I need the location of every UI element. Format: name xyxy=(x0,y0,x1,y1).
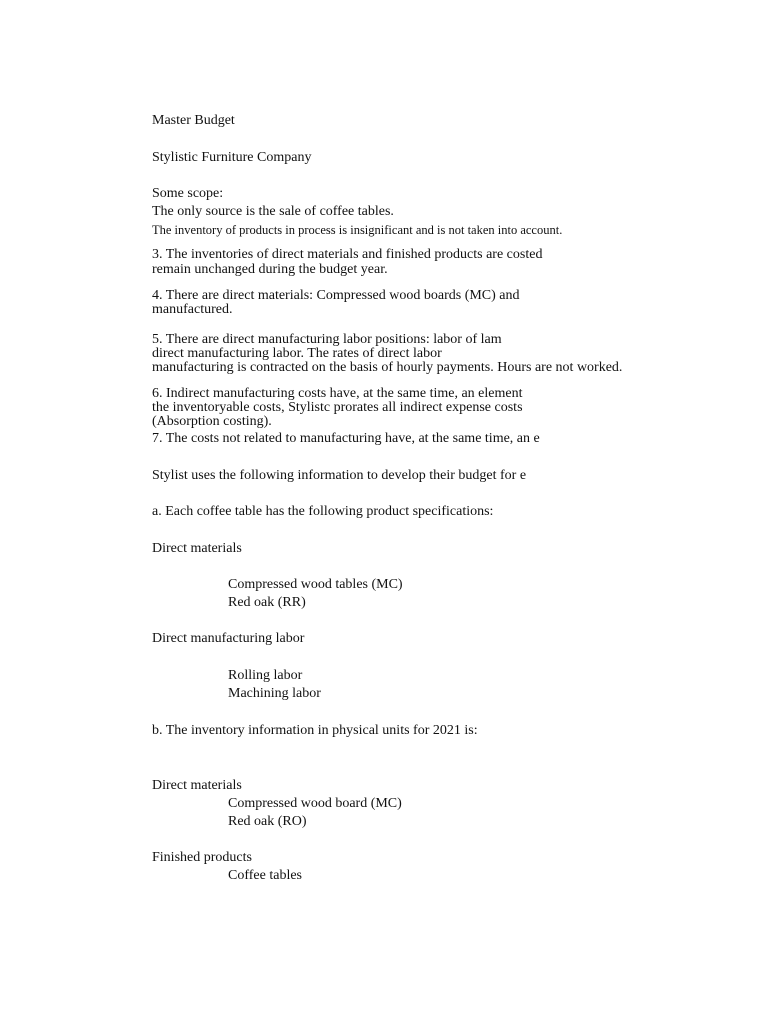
item-7-line: 7. The costs not related to manufacturing have, at the same time, an e xyxy=(152,431,540,446)
item-4-line: 4. There are direct materials: Compressed wood boards (MC) and xyxy=(152,288,520,303)
item-6-line: (Absorption costing). xyxy=(152,414,272,429)
item-5-line: 5. There are direct manufacturing labor positions: labor of lam xyxy=(152,332,502,347)
direct-material-item: Compressed wood tables (MC) xyxy=(228,577,403,592)
item-5-line: direct manufacturing labor. The rates of direct labor xyxy=(152,346,442,361)
company-name: Stylistic Furniture Company xyxy=(152,150,312,165)
scope-heading: Some scope: xyxy=(152,186,224,201)
item-6-line: 6. Indirect manufacturing costs have, at the same time, an element xyxy=(152,386,523,401)
direct-labor-item: Machining labor xyxy=(228,686,321,701)
scope-line: The inventory of products in process is insignificant and is not taken into account. xyxy=(152,223,563,237)
inventory-material-item: Red oak (RO) xyxy=(228,814,307,829)
section-a-heading: a. Each coffee table has the following product specifications: xyxy=(152,504,494,519)
finished-product-item: Coffee tables xyxy=(228,868,302,883)
item-3-line: 3. The inventories of direct materials and finished products are costed xyxy=(152,247,543,262)
item-3-line: remain unchanged during the budget year. xyxy=(152,262,388,277)
direct-material-item: Red oak (RR) xyxy=(228,595,306,610)
item-4-line: manufactured. xyxy=(152,302,233,317)
item-6-line: the inventoryable costs, Stylistc prorates all indirect expense costs xyxy=(152,400,523,415)
section-b-heading: b. The inventory information in physical units for 2021 is: xyxy=(152,723,478,738)
finished-products-heading: Finished products xyxy=(152,850,252,865)
direct-labor-item: Rolling labor xyxy=(228,668,303,683)
direct-labor-heading: Direct manufacturing labor xyxy=(152,631,305,646)
inventory-materials-heading: Direct materials xyxy=(152,778,242,793)
direct-materials-heading: Direct materials xyxy=(152,541,242,556)
intro-text: Stylist uses the following information to develop their budget for e xyxy=(152,468,527,483)
document-title: Master Budget xyxy=(152,113,235,128)
inventory-material-item: Compressed wood board (MC) xyxy=(228,796,402,811)
item-5-line: manufacturing is contracted on the basis of hourly payments. Hours are not worked. xyxy=(152,360,623,375)
scope-line: The only source is the sale of coffee tables. xyxy=(152,204,394,219)
